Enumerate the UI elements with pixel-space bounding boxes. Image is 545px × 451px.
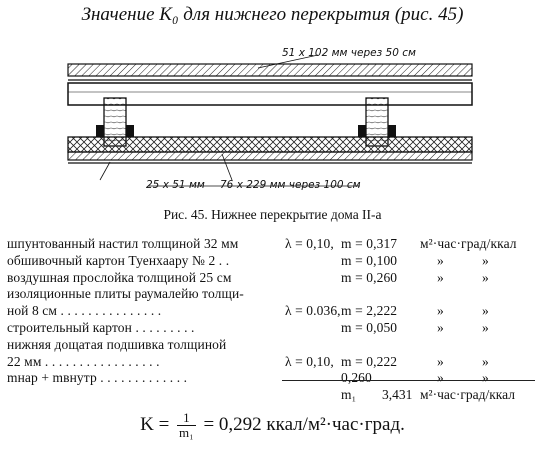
ditto-mark: » — [482, 353, 489, 369]
row-lambda: λ = 0,10, — [285, 236, 334, 251]
row-lambda: λ = 0,10, — [285, 353, 334, 369]
top-joist — [68, 83, 472, 105]
row-resistance: m = 0,260 — [341, 269, 398, 285]
row-description: изоляционные плиты раумалейю толщи- — [7, 286, 244, 302]
ditto-mark: » — [437, 353, 444, 369]
row-description: ной 8 см . . . . . . . . . . . . . . . — [7, 303, 162, 319]
row-units: м²·час·град/ккал — [420, 236, 517, 251]
row-resistance: 0,260 — [341, 370, 372, 386]
formula-rhs: = 0,292 ккал/м²·час·град. — [203, 413, 405, 435]
total-units: м²·час·град/ккал — [420, 387, 516, 402]
ditto-mark: » — [482, 252, 489, 268]
formula-denominator: m₁ — [179, 425, 194, 440]
ditto-mark: » — [482, 303, 489, 319]
formula-numerator: 1 — [177, 411, 196, 426]
ditto-mark: » — [437, 320, 444, 335]
bottom-board-layer — [68, 152, 472, 160]
row-resistance: m = 0,050 — [341, 320, 398, 335]
ditto-mark: » — [437, 370, 444, 386]
row-description: шпунтованный настил толщиной 32 мм — [7, 236, 239, 251]
dim-label-right: 76 x 229 мм через 100 см — [220, 179, 361, 191]
row-description: воздушная прослойка толщиной 25 см — [7, 269, 232, 285]
formula-fraction — [177, 411, 196, 440]
row-description: обшивочный картон Туенхаару № 2 . . — [7, 252, 230, 268]
dim-label-left: 25 x 51 мм — [146, 179, 205, 191]
row-resistance: m = 2,222 — [341, 303, 398, 319]
row-description: mнар + mвнутр . . . . . . . . . . . . . — [7, 370, 188, 386]
insulation-layer — [68, 137, 472, 152]
row-description: строительный картон . . . . . . . . . — [7, 320, 195, 335]
ditto-mark: » — [437, 269, 444, 285]
figure-caption: Рис. 45. Нижнее перекрытие дома II-а — [163, 207, 382, 222]
floor-section-figure — [0, 30, 545, 202]
ditto-mark: » — [437, 303, 444, 319]
row-description: нижняя дощатая подшивка толщиной — [7, 336, 227, 352]
ditto-mark: » — [437, 252, 444, 268]
sum-rule — [282, 380, 535, 381]
row-resistance: m = 0,222 — [341, 353, 398, 369]
total-value: 3,431 — [382, 387, 413, 402]
ditto-mark: » — [482, 320, 489, 335]
total-symbol: m₁ — [341, 387, 357, 402]
row-description: 22 мм . . . . . . . . . . . . . . . . . — [7, 353, 160, 369]
ditto-mark: » — [482, 370, 489, 386]
row-resistance: m = 0,100 — [341, 252, 398, 268]
page-title: Значение K₀ для нижнего перекрытия (рис. 45) — [81, 4, 464, 25]
formula-lhs: K = — [140, 413, 170, 435]
row-lambda: λ = 0.036, — [285, 303, 341, 319]
dim-label-top: 51 x 102 мм через 50 см — [282, 47, 416, 59]
k-formula — [0, 411, 545, 440]
row-resistance: m = 0,317 — [341, 236, 398, 251]
ditto-mark: » — [482, 269, 489, 285]
